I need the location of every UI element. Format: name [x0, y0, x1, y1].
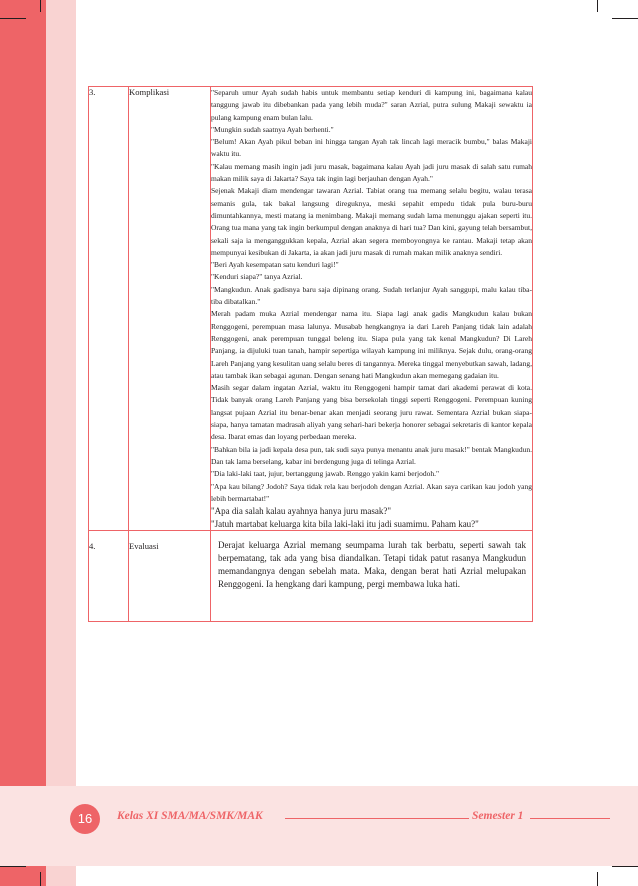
paragraph: "Apa kau bilang? Jodoh? Saya tidak rela kau berjodoh dengan Azrial. Akan saya carikan kau jodoh yang lebih bermartabat!"	[211, 481, 532, 503]
paragraph: Merah padam muka Azrial mendengar nama itu. Siapa lagi anak gadis Mangkudun kalau bukan Renggogeni, perempuan masa lalunya. Musabab hengkangnya ia dari Lareh Panjang tidak lain adalah Renggogeni, anak perempuan tunggal beleng itu. Siapa pula yang tak kenal Mangkudun? Di Lareh Panjang, ia dijuluki tuan tanah, hampir sepertiga wilayah kampung ini miliknya. Sejak dulu, orang-orang Lareh Panjang yang kesulitan uang selalu beres di tangannya. Mereka tinggal menyebutkan sawah, ladang, atau tambak ikan sebagai agunan. Dengan senang hati Mangkudun akan memegang gadaian itu.	[211, 309, 532, 380]
paragraph: "Belum! Akan Ayah pikul beban ini hingga tangan Ayah tak lincah lagi meracik bumbu," balas Makaji waktu itu.	[211, 137, 532, 159]
story-structure-table	[88, 86, 532, 622]
paragraph: "Kalau memang masih ingin jadi juru masak, bagaimana kalau Ayah jadi juru masak di salah satu rumah makan milik saya di Jakarta? Saya tak ingin lagi berjauhan dengan Ayah."	[211, 161, 532, 184]
crop-mark	[40, 0, 41, 12]
row-number: 4.	[89, 531, 129, 622]
paragraph: "Dia laki-laki taat, jujur, bertanggung jawab. Renggo yakin kami berjodoh."	[211, 469, 440, 479]
crop-mark	[0, 866, 26, 867]
paragraph: "Apa dia salah kalau ayahnya hanya juru masak?"	[211, 506, 392, 517]
paragraph: "Bahkan bila ia jadi kepala desa pun, tak sudi saya punya menantu anak juru masak!" bentak Mangkudun. Dan tak lama berselang, kabar ini berdengung juga di telinga Azrial.	[211, 444, 532, 466]
crop-mark	[40, 872, 41, 886]
paragraph: "Separuh umur Ayah sudah habis untuk membantu setiap kenduri di kampung ini, bagaimana kalau tanggung jawab itu dibebankan pada yang lebih muda?" saran Azrial, putra sulung Makaji sewaktu ia pulang kampung enam bulan lalu.	[211, 88, 532, 122]
left-decorative-band	[0, 0, 46, 886]
table-row	[89, 87, 533, 531]
footer-semester-text: Semester 1	[472, 810, 524, 822]
paragraph: "Mangkudun. Anak gadisnya baru saja dipinang orang. Sudah terlanjur Ayah sanggupi, malu kalau tiba-tiba dibatalkan."	[211, 284, 532, 307]
paragraph: Masih segar dalam ingatan Azrial, waktu itu Renggogeni hampir tamat dari akademi perawat di kota. Tidak banyak orang Lareh Panjang yang bisa bersekolah tinggi seperti Renggogeni. Perempuan kuning langsat pujaan Azrial itu benar-benar akan menjadi seorang juru rawat. Sementara Azrial bukan siapa-siapa, hanya tamatan madrasah aliyah yang sehari-hari bekerja honorer sebagai sekretaris di kantor kepala desa. Ibarat emas dan loyang perbedaan mereka.	[211, 383, 532, 442]
row-label: Evaluasi	[129, 531, 211, 622]
crop-mark	[597, 872, 598, 886]
row-label: Komplikasi	[129, 87, 211, 531]
page-number: 16	[70, 804, 100, 834]
footer-rule	[285, 818, 469, 819]
left-decorative-band-light	[46, 0, 76, 886]
row-text	[211, 87, 533, 531]
paragraph: "Beri Ayah kesempatan satu kenduri lagi!"	[211, 260, 339, 270]
crop-mark	[597, 0, 598, 12]
footer-rule	[530, 818, 610, 819]
paragraph: Sejenak Makaji diam mendengar tawaran Azrial. Tabiat orang tua memang selalu begitu, walau terasa semanis gula, tak bakal langsung direguknya, meski sepahit empedu tidak pula buru-buru dimuntahkannya, mesti matang ia menimbang. Makaji memang sudah lama menunggu ajakan seperti itu. Orang tua mana yang tak ingin berkumpul dengan anaknya di hari tua? Dan kini, gayung telah bersambut, sekali saja ia menganggukkan kepala, Azrial akan segera memboyongnya ke rantau. Makaji tetap akan mempunyai kesibukan di Jakarta, ia akan jadi juru masak di rumah makan milik anaknya sendiri.	[211, 186, 532, 257]
row-text	[211, 531, 533, 622]
table-row	[89, 531, 533, 622]
paragraph: "Jatuh martabat keluarga kita bila laki-laki itu jadi suamimu. Paham kau?"	[211, 518, 479, 529]
paragraph: "Kenduri siapa?" tanya Azrial.	[211, 272, 303, 282]
crop-mark	[612, 866, 638, 867]
footer-class-text: Kelas XI SMA/MA/SMK/MAK	[117, 810, 263, 822]
row-number: 3.	[89, 87, 129, 531]
paragraph: "Mungkin sudah saatnya Ayah berhenti."	[211, 124, 334, 134]
paragraph: Derajat keluarga Azrial memang seumpama lurah tak berbatu, seperti sawah tak berpematang, tak ada yang bisa diandalkan. Tetapi tidak patut rasanya Mangkudun memandangnya dengan sebelah mata. Maka, dengan berat hati Azrial melupakan Renggogeni. Ia hengkang dari kampung, pergi membawa luka hati.	[218, 540, 526, 589]
crop-mark	[612, 18, 638, 19]
crop-mark	[0, 18, 26, 19]
